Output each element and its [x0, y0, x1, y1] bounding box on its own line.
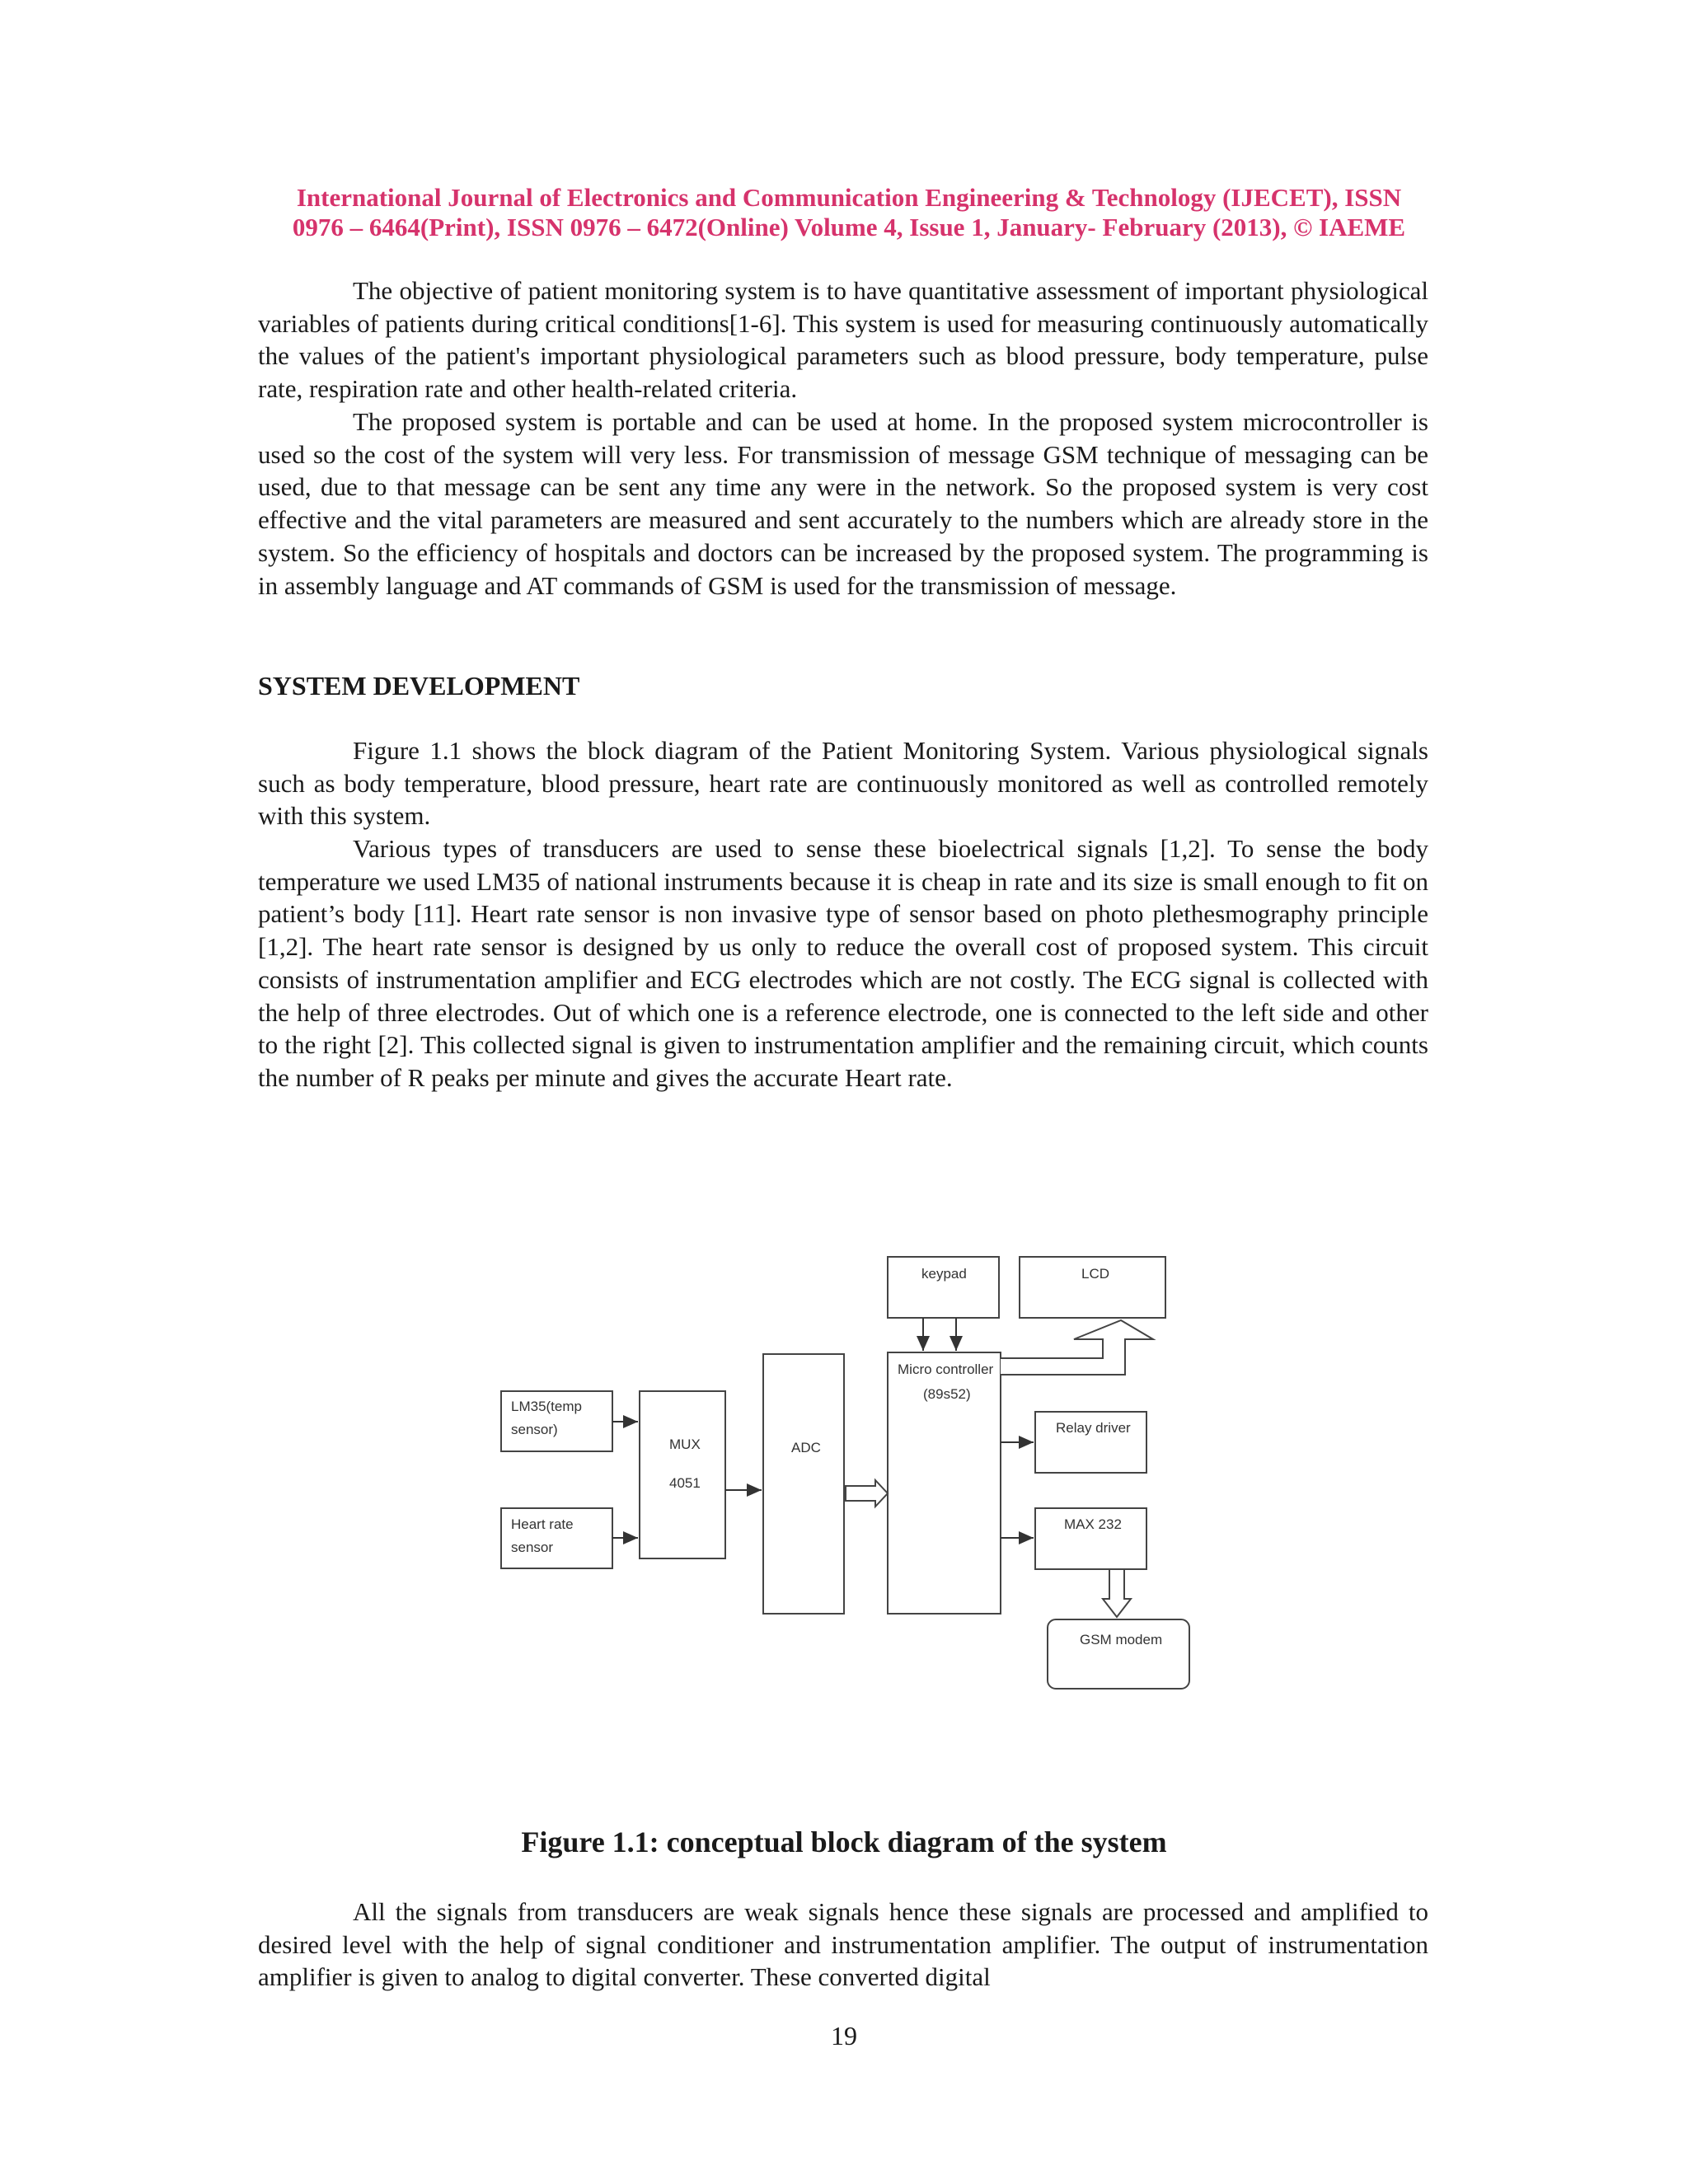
- mux-label-2: 4051: [669, 1475, 701, 1491]
- paragraph-figure-intro: Figure 1.1 shows the block diagram of the Patient Monitoring System. Various physiological signals such as body temperature, blood pressure, heart rate are continuously monitored as well as controlled remotely with this system.: [258, 736, 1428, 831]
- paragraph-objective: The objective of patient monitoring system is to have quantitative assessment of important physiological variables of patients during critical conditions[1-6]. This system is used for measuring continuously automatically the values of the patient's important physiological parameters such as blood pressure, body temperature, pulse rate, respiration rate and other health-related criteria.: [258, 276, 1428, 404]
- lcd-label: LCD: [1081, 1266, 1110, 1282]
- paragraph-signal-processing: All the signals from transducers are weak signals hence these signals are processed and amplified to desired level with the help of signal conditioner and instrumentation amplifier. The output of instrumentation amplifier is given to analog to digital converter. These converted digital: [258, 1897, 1428, 1992]
- figure-caption: Figure 1.1: conceptual block diagram of the system: [521, 1825, 1167, 1858]
- max232-label: MAX 232: [1064, 1516, 1122, 1532]
- gsm-label: GSM modem: [1080, 1632, 1163, 1647]
- mux-label-1: MUX: [669, 1436, 701, 1452]
- paragraph-transducers: Various types of transducers are used to sense these bioelectrical signals [1,2]. To sense the body temperature we used LM35 of national instruments because it is cheap in rate and its size is small enough to fit on patient’s body [11]. Heart rate sensor is non invasive type of sensor based on photo plethesmography principle [1,2]. The heart rate sensor is designed by us only to reduce the overall cost of proposed system. This circuit consists of instrumentation amplifier and ECG electrodes which are not costly. The ECG signal is collected with the help of three electrodes. Out of which one is a reference electrode, one is connected to the left side and other to the right [2]. This collected signal is given to instrumentation amplifier and the remaining circuit, which counts the number of R peaks per minute and gives the accurate Heart rate.: [258, 834, 1428, 1092]
- mc-label-2: (89s52): [923, 1386, 971, 1402]
- section-heading: SYSTEM DEVELOPMENT: [258, 671, 580, 701]
- journal-header-line1: International Journal of Electronics and Communication Engineering & Technology (IJECET), ISSN: [296, 183, 1402, 212]
- page-number: 19: [831, 2021, 857, 2050]
- hr-label-2: sensor: [511, 1540, 554, 1555]
- journal-header-line2: 0976 – 6464(Print), ISSN 0976 – 6472(Online) Volume 4, Issue 1, January- February (2013), © IAEME: [292, 213, 1406, 241]
- max232-to-gsm-bus-arrow: [1103, 1569, 1131, 1617]
- hr-label-1: Heart rate: [511, 1516, 574, 1532]
- lm35-label-1: LM35(temp: [511, 1399, 582, 1414]
- adc-to-mc-bus-arrow: [846, 1480, 888, 1507]
- mc-label-1: Micro controller: [898, 1361, 994, 1377]
- paragraph-proposed-system: The proposed system is portable and can be used at home. In the proposed system microcontroller is used so the cost of the system will very less. For transmission of message GSM technique of messaging can be used, due to that message can be sent any time any were in the network. So the proposed system is very cost effective and the vital parameters are measured and sent accurately to the numbers which are already store in the system. So the efficiency of hospitals and doctors can be increased by the proposed system. The programming is in assembly language and AT commands of GSM is used for the transmission of message.: [258, 407, 1428, 600]
- gsm-modem-block: [1048, 1619, 1189, 1689]
- adc-block: [763, 1354, 844, 1614]
- lm35-label-2: sensor): [511, 1422, 558, 1437]
- relay-label: Relay driver: [1056, 1420, 1131, 1436]
- keypad-label: keypad: [921, 1266, 967, 1282]
- adc-label: ADC: [791, 1440, 821, 1455]
- mc-to-lcd-bus-arrow: [1001, 1320, 1153, 1375]
